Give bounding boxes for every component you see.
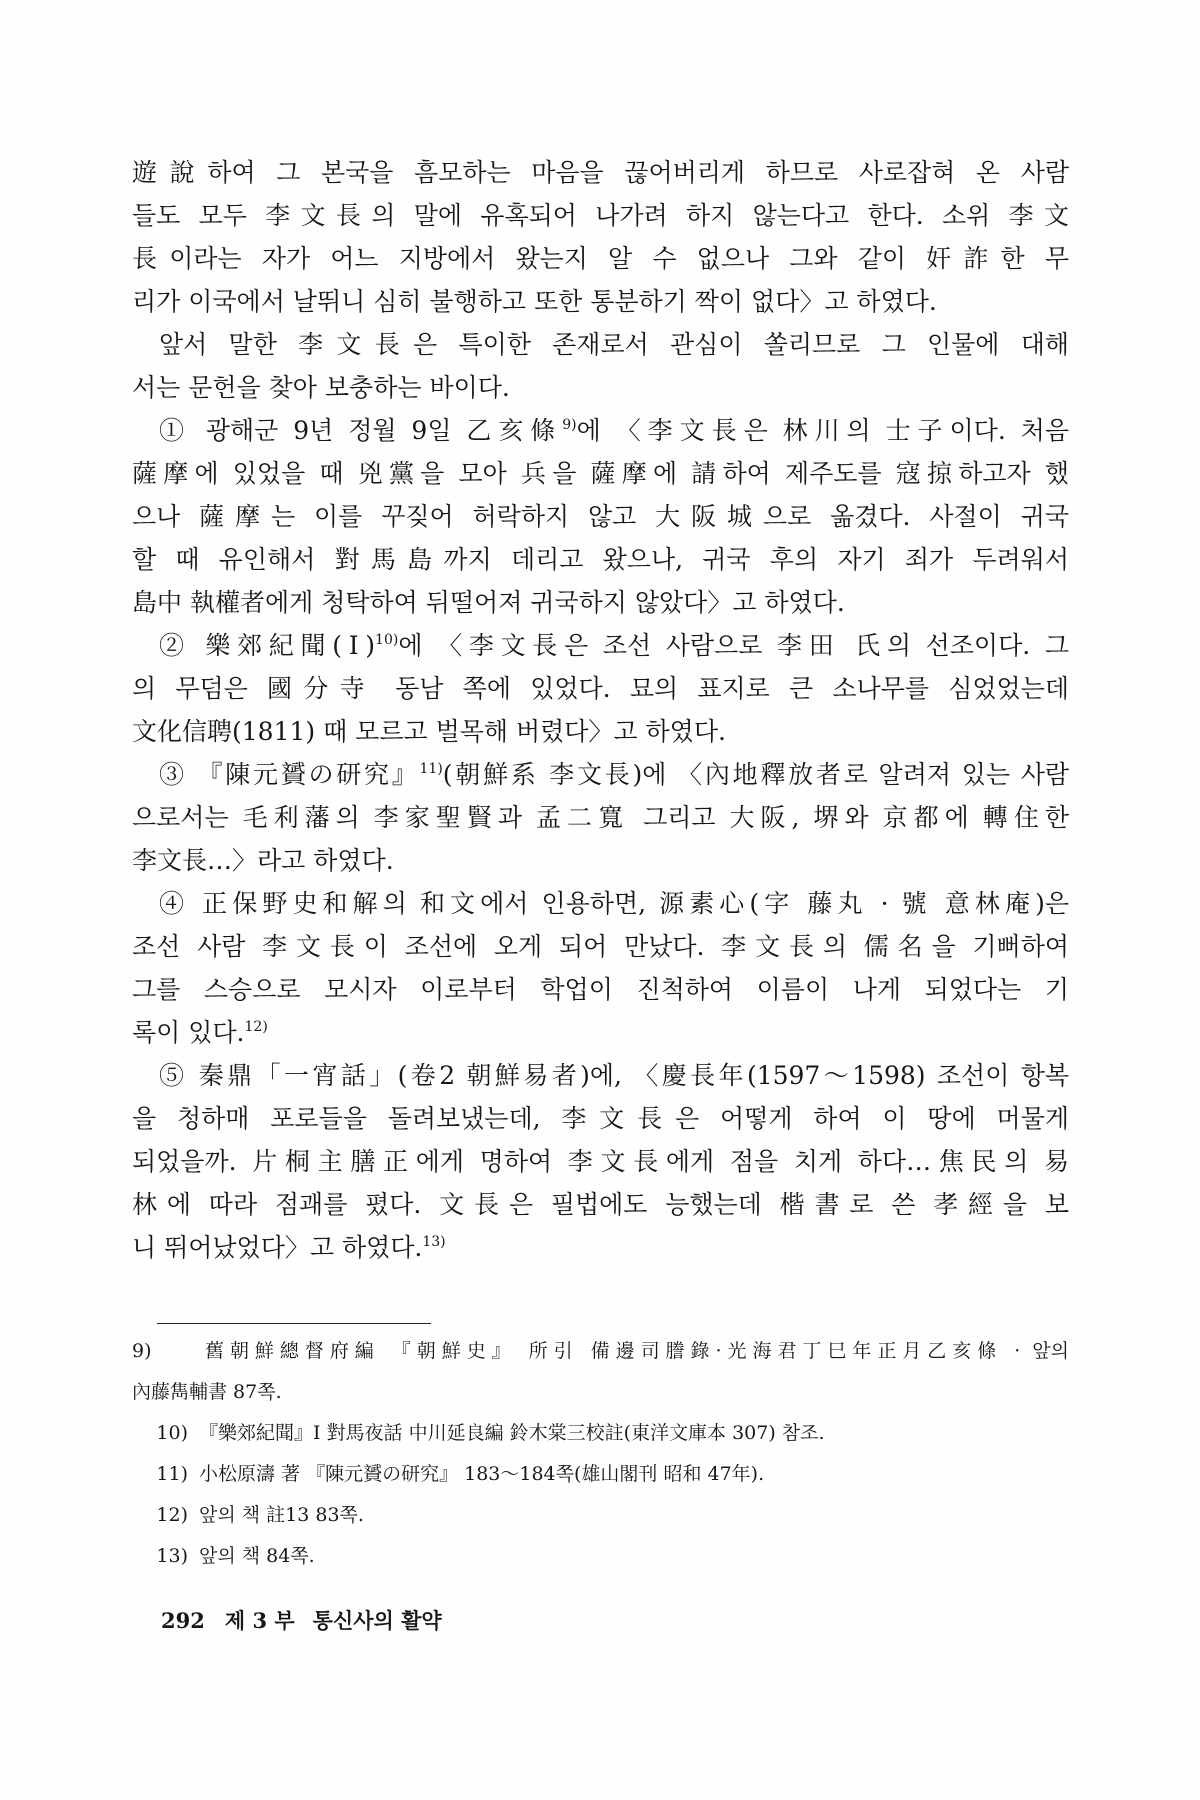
footnote [132,1331,1069,1413]
text-line [132,1011,1069,1054]
footnote-number: 9) [132,1340,152,1362]
footnote-line [132,1413,1069,1454]
text-segment: ② 樂郊紀聞(Ⅰ) [159,631,376,660]
paragraph [132,151,1069,323]
footnote-marker: 12) [244,1019,268,1035]
footnote-marker: 13) [422,1234,446,1250]
text-segment: 록이 있다. [132,1018,245,1047]
text-line [132,753,1069,796]
text-line: 林에 따라 점괘를 폈다. 文長은 필법에도 능했는데 楷書로 쓴 孝經을 보 [132,1190,1069,1219]
footnote-line [132,1536,1069,1577]
numbered-item [132,409,1069,624]
text-line: 으나 薩摩는 이를 꾸짖어 허락하지 않고 大阪城으로 옮겼다. 사절이 귀국 [132,502,1069,531]
footnote [132,1454,1069,1495]
page-number: 292 [161,1608,205,1633]
text-line: 을 청하매 포로들을 돌려보냈는데, 李文長은 어떻게 하여 이 땅에 머물게 [132,1104,1069,1133]
text-line: 島中 執權者에게 청탁하여 뒤떨어져 귀국하지 않았다〉고 하였다. [132,588,845,617]
part-label: 제 3 부 [224,1608,295,1633]
text-line: 리가 이국에서 날뛰니 심히 불행하고 또한 통분하기 짝이 없다〉고 하였다. [132,287,937,316]
numbered-item [132,882,1069,1054]
text-line: 遊說하여 그 본국을 흠모하는 마음을 끊어버리게 하므로 사로잡혀 온 사람 [132,158,1069,187]
text-line [132,624,1069,667]
numbered-item [132,624,1069,753]
footnote-number: 12) [156,1504,188,1526]
text-line: 의 무덤은 國分寺 동남 쪽에 있었다. 묘의 표지로 큰 소나무를 심었었는데 [132,674,1069,703]
main-text [132,151,1069,1269]
footnote-marker: 10) [375,632,399,648]
footnote-line [132,1331,1069,1372]
footnote-line [132,1454,1069,1495]
text-line: 文化信聘(1811) 때 모르고 벌목해 버렸다〉고 하였다. [132,717,726,746]
footnote [132,1495,1069,1536]
footnote-line: 內藤雋輔書 87쪽. [132,1381,282,1403]
footnote [132,1413,1069,1454]
footnote-number: 11) [156,1463,188,1485]
footnote-text: 『樂郊紀聞』Ⅰ 對馬夜話 中川延良編 鈴木棠三校註(東洋文庫本 307) 참조. [199,1422,825,1444]
text-line: 서는 문헌을 찾아 보충하는 바이다. [132,373,510,402]
text-line: 으로서는 毛利藩의 李家聖賢과 孟二寬 그리고 大阪, 堺와 京都에 轉住한 [132,803,1069,832]
footnote-number: 10) [156,1422,188,1444]
footnote-marker: 9) [562,417,577,433]
text-segment: ③ 『陳元贇の研究』 [159,760,420,789]
text-line: 되었을까. 片桐主膳正에게 명하여 李文長에게 점을 치게 하다…焦民의 易 [132,1147,1069,1176]
footnote-text: 앞의 책 註13 83쪽. [199,1504,364,1526]
footnote-text: 앞의 책 84쪽. [199,1545,315,1567]
numbered-item [132,753,1069,882]
footnote-text: 小松原濤 著 『陳元贇の研究』 183～184쪽(雄山閣刊 昭和 47年). [199,1463,765,1485]
text-line [132,1226,1069,1269]
footnote [132,1536,1069,1577]
footnote-line [132,1495,1069,1536]
numbered-item [132,1054,1069,1269]
text-line: 조선 사람 李文長이 조선에 오게 되어 만났다. 李文長의 儒名을 기뻐하여 [132,932,1069,961]
footnote-rule [157,1323,431,1324]
text-segment: (朝鮮系 李文長)에 〈內地釋放者로 알려져 있는 사람 [442,760,1069,789]
chapter-title: 통신사의 활약 [312,1608,442,1633]
paragraph [132,323,1069,409]
footnote-marker: 11) [419,761,443,777]
text-line: 그를 스승으로 모시자 이로부터 학업이 진척하여 이름이 나게 되었다는 기 [132,975,1069,1004]
running-footer [161,1606,442,1636]
text-line: 李文長…〉라고 하였다. [132,846,394,875]
text-segment: 에 〈李文長은 林川의 士子이다. 처음 [576,416,1069,445]
text-line: 할 때 유인해서 對馬島까지 데리고 왔으나, 귀국 후의 자기 죄가 두려워서 [132,545,1069,574]
text-line: ⑤ 秦鼎「一宵話」(卷2 朝鮮易者)에, 〈慶長年(1597～1598) 조선이 항복 [159,1061,1069,1090]
footnotes [132,1331,1069,1577]
text-segment: ① 광해군 9년 정월 9일 乙亥條 [159,416,563,445]
footnote-number: 13) [156,1545,188,1567]
text-segment: 에 〈李文長은 조선 사람으로 李田 氏의 선조이다. 그 [398,631,1069,660]
text-line: 薩摩에 있었을 때 兇黨을 모아 兵을 薩摩에 請하여 제주도를 寇掠하고자 했 [132,459,1069,488]
text-line [132,409,1069,452]
text-line: ④ 正保野史和解의 和文에서 인용하면, 源素心(字 藤丸 · 號 意林庵)은 [159,889,1069,918]
text-line: 長이라는 자가 어느 지방에서 왔는지 알 수 없으나 그와 같이 奸詐한 무 [132,244,1069,273]
text-line: 앞서 말한 李文長은 특이한 존재로서 관심이 쏠리므로 그 인물에 대해 [159,330,1069,359]
text-segment: 니 뛰어났었다〉고 하였다. [132,1233,423,1262]
footnote-text: 舊朝鮮總督府編 『朝鮮史』 所引 備邊司謄錄·光海君丁巳年正月乙亥條 · 앞의 [199,1340,1069,1362]
text-line: 들도 모두 李文長의 말에 유혹되어 나가려 하지 않는다고 한다. 소위 李文 [132,201,1069,230]
